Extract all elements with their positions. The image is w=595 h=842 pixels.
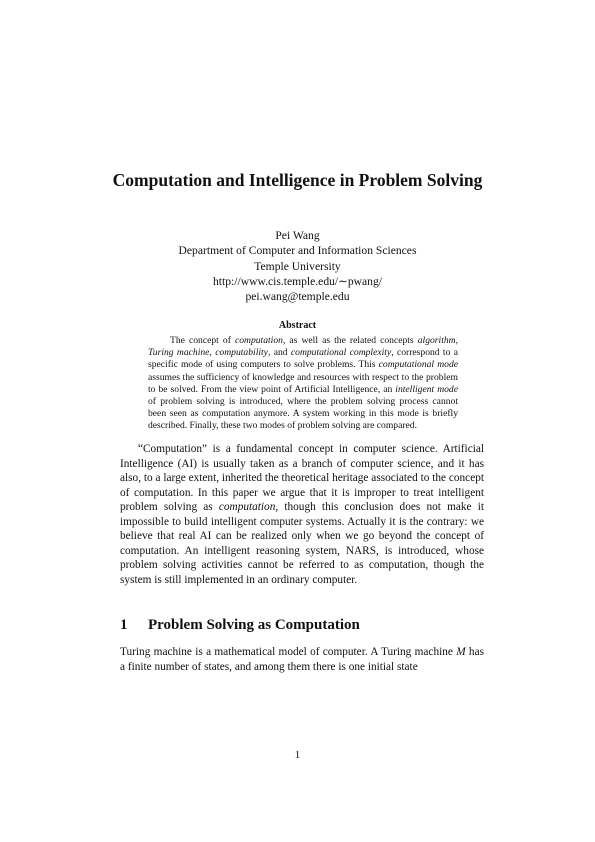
text-run: , correspond to a specific mode of using computers to solve problems. This xyxy=(148,347,458,371)
text-run: , xyxy=(455,335,458,346)
text-run: assumes the sufficiency of knowledge and resources with respect to the problem to be solved. From the view point of Artificial Intelligence, an xyxy=(148,371,458,395)
abstract-text xyxy=(148,335,458,433)
author-department: Department of Computer and Information Sciences xyxy=(178,244,417,258)
text-run: Turing machine is a mathematical model of computer. A Turing machine xyxy=(120,646,457,658)
section-heading xyxy=(120,617,360,634)
emphasis-text: computation xyxy=(234,335,283,346)
emphasis-text: computational mode xyxy=(378,359,458,371)
author-url[interactable]: http://www.cis.temple.edu/∼pwang/ xyxy=(213,274,382,288)
emphasis-text: computability xyxy=(215,347,268,359)
author-name: Pei Wang xyxy=(275,229,320,242)
section-paragraph xyxy=(120,645,484,674)
author-email[interactable]: pei.wang@temple.edu xyxy=(245,290,350,304)
text-run: of problem solving is introduced, where the problem solving process cannot been seen as computation anymore. A system working in this mode is briefly described. Finally, these two modes of problem solving are compared. xyxy=(148,396,458,432)
emphasis-text: computational complexity xyxy=(290,347,392,359)
author-university: Temple University xyxy=(254,259,341,273)
section-number: 1 xyxy=(120,617,128,633)
emphasis-text: M xyxy=(456,646,466,658)
emphasis-text: computation xyxy=(218,501,276,513)
abstract xyxy=(148,335,458,433)
emphasis-text: algorithm xyxy=(417,335,456,346)
emphasis-text: intelligent mode xyxy=(395,383,458,395)
introduction xyxy=(120,442,484,587)
abstract-heading: Abstract xyxy=(278,320,317,331)
paper-title: Computation and Intelligence in Problem Solving xyxy=(112,170,483,190)
text-run: The concept of xyxy=(170,335,235,346)
section-body xyxy=(120,645,484,674)
text-run: , though this conclusion does not make it impossible to build intelligent computer systems. Actually it is the contrary: we believe that real AI can be realized only when we go beyond the concept of computation. An intelligent reasoning system, NARS, is introduced, whose problem solving activities cannot be referred to as computation, though the system is still implemented in an ordinary computer. xyxy=(120,501,484,586)
text-run: , xyxy=(209,347,216,359)
text-run: “Computation” is a fundamental concept in computer science. Artificial Intelligence (AI) is usually taken as a branch of computer science, and it has also, to a large extent, inherited the theoretical heritage associated to the concept of computation. In this paper we argue that it is improper to treat intelligent problem solving as xyxy=(120,443,484,513)
section-title: Problem Solving as Computation xyxy=(148,617,360,633)
page-number: 1 xyxy=(294,749,301,761)
author-block xyxy=(0,228,595,304)
emphasis-text: Turing machine xyxy=(148,347,210,359)
intro-paragraph xyxy=(120,442,484,587)
text-run: , as well as the related concepts xyxy=(282,335,418,346)
text-run: has a finite number of states, and among them there is one initial state xyxy=(120,646,484,673)
text-run: , and xyxy=(267,347,291,359)
